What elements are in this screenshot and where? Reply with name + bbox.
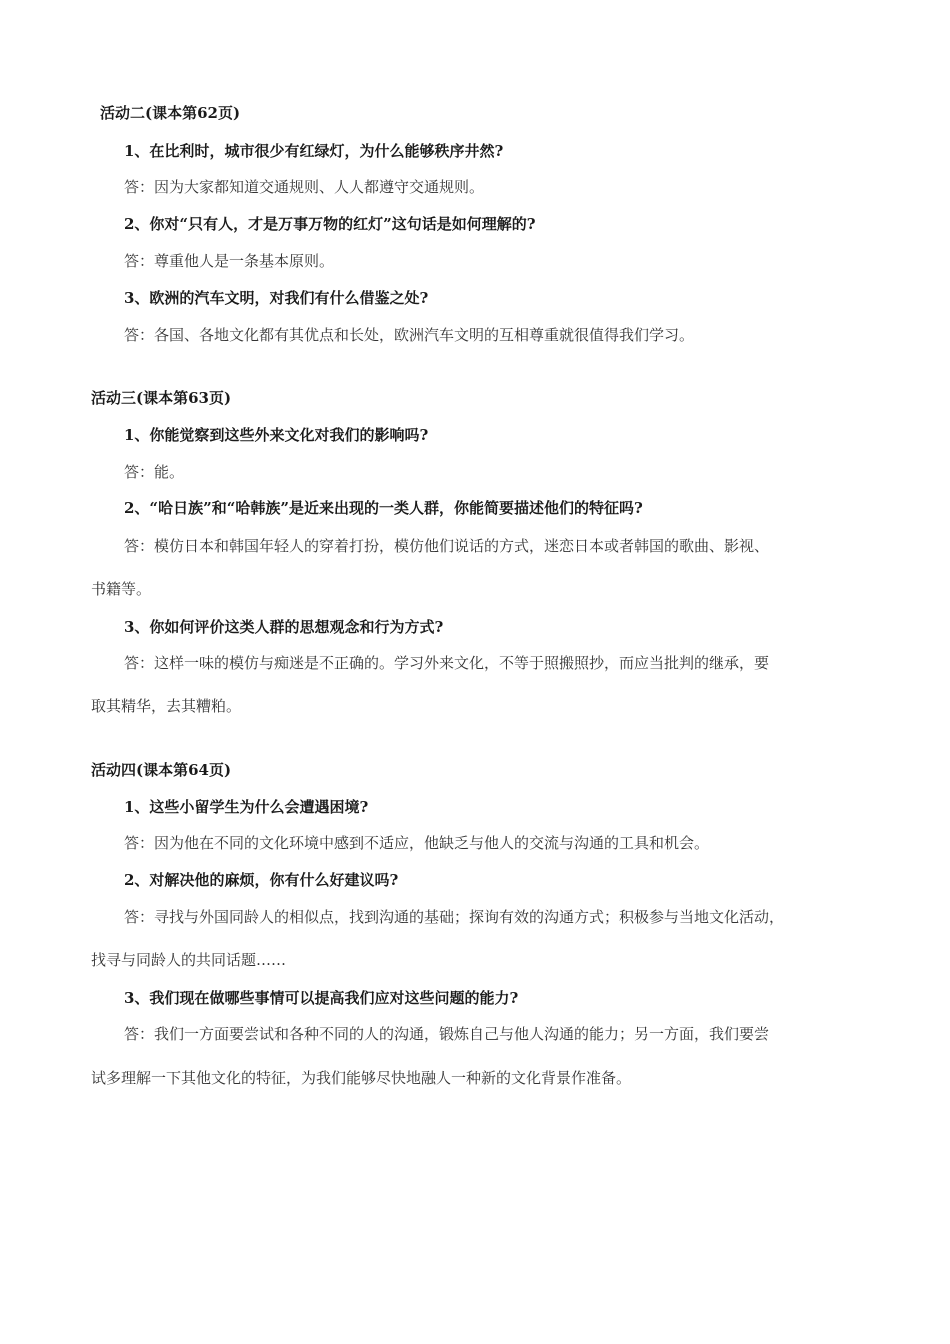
question-3-1: 1、你能觉察到这些外来文化对我们的影响吗?	[124, 426, 429, 444]
answer-4-3-line-2: 试多理解一下其他文化的特征，为我们能够尽快地融人一种新的文化背景作准备。	[91, 1069, 632, 1087]
answer-3-2-line-2: 书籍等。	[91, 580, 152, 598]
answer-2-3: 答：各国、各地文化都有其优点和长处，欧洲汽车文明的互相尊重就很值得我们学习。	[124, 326, 695, 344]
question-3-2: 2、“哈日族”和“哈韩族”是近来出现的一类人群，你能简要描述他们的特征吗?	[124, 499, 643, 517]
answer-2-2: 答：尊重他人是一条基本原则。	[124, 252, 335, 270]
answer-3-3-line-2: 取其精华，去其糟粕。	[91, 697, 242, 715]
answer-4-2-line-2: 找寻与同龄人的共同话题……	[91, 951, 287, 969]
section-heading-activity-4: 活动四(课本第64页)	[91, 761, 232, 779]
question-2-3: 3、欧洲的汽车文明，对我们有什么借鉴之处?	[124, 289, 429, 307]
answer-4-1: 答：因为他在不同的文化环境中感到不适应，他缺乏与他人的交流与沟通的工具和机会。	[124, 834, 710, 852]
answer-4-3-line-1: 答：我们一方面要尝试和各种不同的人的沟通，锻炼自己与他人沟通的能力；另一方面，我们要尝	[124, 1025, 770, 1043]
question-2-1: 1、在比利时，城市很少有红绿灯，为什么能够秩序井然?	[124, 142, 504, 160]
section-heading-activity-2: 活动二(课本第62页)	[100, 104, 241, 122]
answer-3-3-line-1: 答：这样一味的模仿与痴迷是不正确的。学习外来文化，不等于照搬照抄，而应当批判的继承，要	[124, 654, 770, 672]
question-2-2: 2、你对“只有人，才是万事万物的红灯”这句话是如何理解的?	[124, 215, 536, 233]
answer-3-1: 答：能。	[124, 463, 185, 481]
answer-4-2-line-1: 答：寻找与外国同龄人的相似点，找到沟通的基础；探询有效的沟通方式；积极参与当地文化活动，	[124, 908, 785, 926]
section-heading-activity-3: 活动三(课本第63页)	[91, 389, 232, 407]
question-4-3: 3、我们现在做哪些事情可以提高我们应对这些问题的能力?	[124, 989, 519, 1007]
answer-2-1: 答：因为大家都知道交通规则、人人都遵守交通规则。	[124, 178, 485, 196]
question-4-1: 1、这些小留学生为什么会遭遇困境?	[124, 798, 369, 816]
question-4-2: 2、对解决他的麻烦，你有什么好建议吗?	[124, 871, 399, 889]
answer-3-2-line-1: 答：模仿日本和韩国年轻人的穿着打扮，模仿他们说话的方式，迷恋日本或者韩国的歌曲、影视、	[124, 537, 770, 555]
question-3-3: 3、你如何评价这类人群的思想观念和行为方式?	[124, 618, 444, 636]
